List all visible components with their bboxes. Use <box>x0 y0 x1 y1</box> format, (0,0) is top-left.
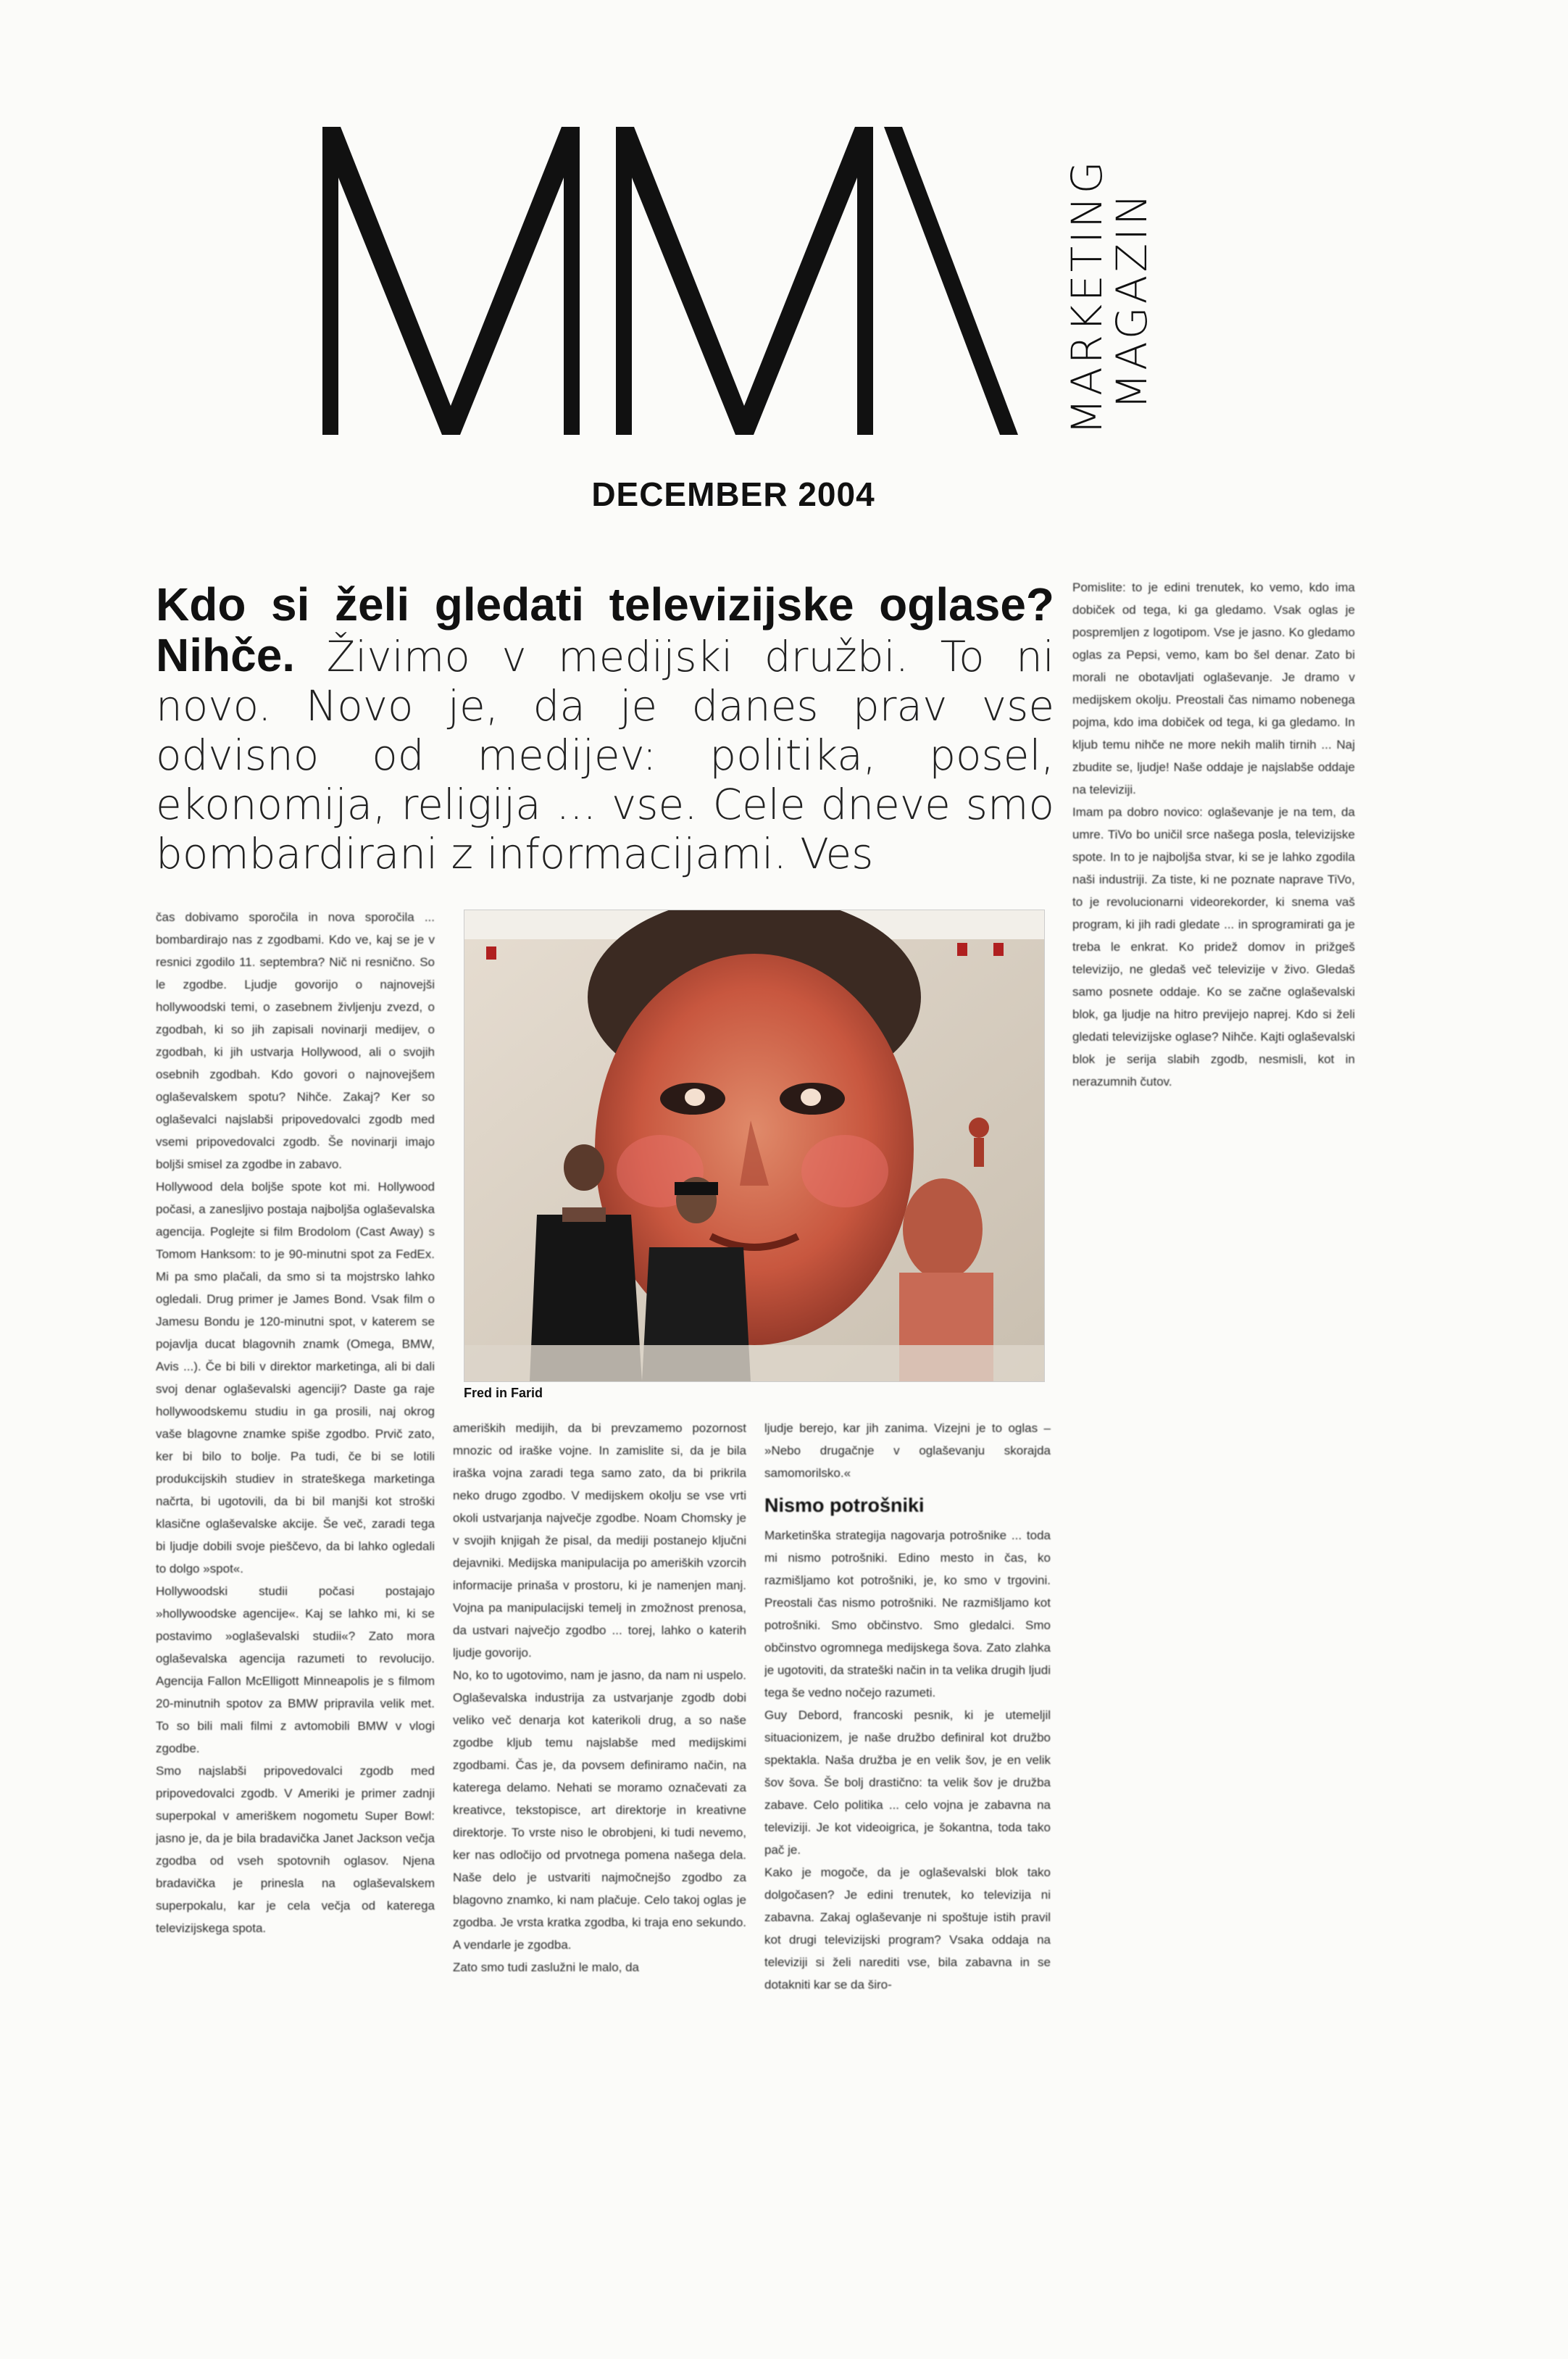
article-column-2 <box>453 1417 746 2189</box>
paragraph: Pomislite: to je edini trenutek, ko vemo, kdo ima dobiček od tega, ki ga gledamo. Vsak oglas je pospremljen z logotipom. Vse je jasno. Ko gledamo oglas za Pepsi, vemo, kam bo šel denar. Zato bi morali ne obotavljati oglaševanje. Je dramo v medijskem okolju. Preostali čas nimamo nobenega pojma, kdo ima dobiček od tega, ki ga gledamo. In kljub temu nihče ne more nekih malih tirnih ... Naj zbudite se, ljudje! Naše oddaje je najslabše oddaje na televiziji. <box>1072 581 1355 796</box>
magazine-name-line1: MARKETING <box>1062 158 1112 435</box>
magazine-name <box>1062 123 1159 442</box>
magazine-logo <box>322 127 1018 435</box>
article-lead <box>156 580 1054 878</box>
paragraph: Imam pa dobro novico: oglaševanje je na tem, da umre. TiVo bo uničil srce našega posla, televizijske spote. In to je najboljša stvar, ki se je lahko zgodila naši industriji. Za tiste, ki ne poznate naprave TiVo, to je revolucionarni videorekorder, ki snema vaš program, ki jih radi gledate ... in sprogramirati ga je treba le enkrat. Ko pridež domov in prižgeš televizijo, ne gledaš več televizije v živo. Gledaš samo posnete oddaje. Ko se začne oglaševalski blok, ga ljudje na hitro previjejo naprej. Kdo si želi gledati televizijske oglase? Nihče. Kajti oglaševalski blok je serija slabih zgodb, nesmisli, kot in nerazumnih čutov. <box>1072 805 1355 1089</box>
paragraph: čas dobivamo sporočila in nova sporočila ... bombardirajo nas z zgodbami. Kdo ve, kaj se je v resnici zgodilo 11. septembra? Nič ni resnično. So le zgodbe. Ljudje govorijo o najnovejši hollywoodski temi, o zasebnem življenju zvezd, o zgodbah, ki so jih zapisali novinarji medijev, o zgodbah, ki jih ustvarja Hollywood, ali o svojih osebnih zgodbah. Kdo govori o najnovejšem oglaševalskem spotu? Nihče. Zakaj? Ker so oglaševalci najslabši pripovedovalci zgodb med vsemi pripovedovalci zgodb. Še novinarji imajo boljši smisel za zgodbe in zabavo. <box>156 910 435 1171</box>
photo-caption: Fred in Farid <box>464 1386 543 1400</box>
article-headline: Kdo si želi gledati televizijske oglase? Nihče. <box>156 578 1054 681</box>
article-photo <box>464 910 1045 1382</box>
paragraph: No, ko to ugotovimo, nam je jasno, da nam ni uspelo. Oglaševalska industrija za ustvarjanje zgodb dobi veliko več denarja kot katerikoli drug, a so naše zgodbe kljub temu najslabše med medijskimi zgodbami. Čas je, da povsem definiramo način, na katerega delamo. Nehati se moramo označevati za kreativce, tekstopisce, art direktorje in kreativne direktorje. To vrste niso le obrobjeni, ki tudi nevemo, ker nas odločijo od prvotnega pomena našega dela. Naše delo je ustvariti najmočnejšo zgodbo za blagovno znamko, ki nam plačuje. Celo takoj oglas je zgodba. Je vrsta kratka zgodba, ki traja eno sekundo. A vendarle je zgodba. <box>453 1668 746 1952</box>
paragraph: Marketinška strategija nagovarja potrošnike ... toda mi nismo potrošniki. Edino mesto in čas, ko razmišljamo kot potrošniki, je, ko smo v trgovini. Preostali čas nismo potrošniki. Ne razmišljamo kot potrošniki. Smo občinstvo. Smo gledalci. Smo občinstvo ogromnega medijskega šova. Zato zlahka je ugotoviti, da strateški način in ta velika drugih ljudi tega še vedno nočejo razumeti. <box>764 1528 1051 1699</box>
paragraph: Kako je mogoče, da je oglaševalski blok tako dolgočasen? Je edini trenutek, ko televizija ni zabavna. Zakaj oglaševanje ni spoštuje istih pravil kot drugi televizijski program? Vsaka oddaja na televiziji si želi narediti vse, bila zabavna in se dotakniti kar se da širo- <box>764 1865 1051 1992</box>
article-column-3 <box>764 1417 1051 2189</box>
section-heading: Nismo potrošniki <box>764 1494 925 1516</box>
paragraph: ljudje berejo, kar jih zanima. Vizejni je to oglas – »Nebo drugačnje v oglaševanju skorajda samomorilsko.« <box>764 1421 1051 1480</box>
paragraph: Guy Debord, francoski pesnik, ki je utemeljil situacionizem, je naše družbo definiral kot družbo spektakla. Naša družba je en velik šov, je en velik šov šova. Še bolj drastično: ta velik šov je družba zabave. Celo politika ... celo vojna je zabavna na televiziji. Je kot videoigrica, je šokantna, toda tako pač je. <box>764 1708 1051 1857</box>
article-column-4 <box>1072 576 1355 1272</box>
paragraph: Hollywoodski studii počasi postajajo »hollywoodske agencije«. Kaj se lahko mi, ki se postavimo »oglaševalski studii«? Zato mora oglaševalska agencija razumeti to revolucijo. Agencija Fallon McElligott Minneapolis je s filmom 20-minutnih spotov za BMW pripravila velik met. To so bili mali filmi z avtomobili BMW v vlogi zgodbe. <box>156 1584 435 1755</box>
magazine-name-line2: MAGAZIN <box>1107 191 1156 409</box>
paragraph: ameriških medijih, da bi prevzamemo pozornost mnozic od iraške vojne. In zamislite si, da je bila iraška vojna zaradi tega samo zato, da bi prikrila neko drugo zgodbo. V medijskem okolju se vse vrti okoli ustvarjanja največje zgodbe. Noam Chomsky je v svojih knjigah že pisal, da mediji postanejo ključni dejavniki. Medijska manipulacija po ameriških vzorcih informacije prinaša v prostoru, ki je namenjen manj. Vojna pa manipulacijski temelj in zmožnost prenosa, da ustvari največjo zgodbo ... torej, lahko o katerih ljudje govorijo. <box>453 1421 746 1660</box>
issue-date: DECEMBER 2004 <box>591 475 875 513</box>
article-column-1 <box>156 906 435 2185</box>
paragraph: Smo najslabši pripovedovalci zgodb med pripovedovalci zgodb. V Ameriki je primer zadnji superpokal v ameriškem nogometu Super Bowl: jasno je, da je bila bradavička Janet Jackson večja zgodba od vseh spotovnih oglasov. Njena bradavička je prinesla na oglaševalskem superpokalu, kar je cela večja od katerega televizijskega spota. <box>156 1764 435 1935</box>
photo-illustration <box>464 910 1044 1381</box>
paragraph: Zato smo tudi zaslužni le malo, da <box>453 1960 640 1974</box>
paragraph: Hollywood dela boljše spote kot mi. Hollywood počasi, a zanesljivo postaja najboljša oglaševalska agencija. Poglejte si film Brodolom (Cast Away) s Tomom Hanksom: to je 90-minutni spot za FedEx. Mi pa smo plačali, da smo si ta mojstrsko lahko ogledali. Drug primer je James Bond. Vsak film o Jamesu Bondu je 120-minutni spot, v katerem se pojavlja ducat blagovnih znamk (Omega, BMW, Avis ...). Če bi bili v direktor marketinga, ali bi dali svoj denar oglaševalski agenciji? Daste ga raje hollywoodskemu studiu in ga prosili, naj okrog vaše blagovne znamke spiše zgodbo. Prvič zato, ker bi bilo to bolje. Pa tudi, če bi se lotili produkcijskih studiev in strateškega marketinga načrta, bi ugotovili, da bi bil manjši kot stroški klasične oglaševalske akcije. Še več, zaradi tega bi ljudje dobili svoje pieščevo, da bi lahko ogledali to dolgo »spot«. <box>156 1180 435 1576</box>
article-lead-text: Živimo v medijski družbi. To ni novo. Novo je, da je danes prav vse odvisno od medijev: politika, posel, ekonomija, religija ... vse. Cele dneve smo bombardirani z informacijami. Ves <box>156 632 1055 878</box>
